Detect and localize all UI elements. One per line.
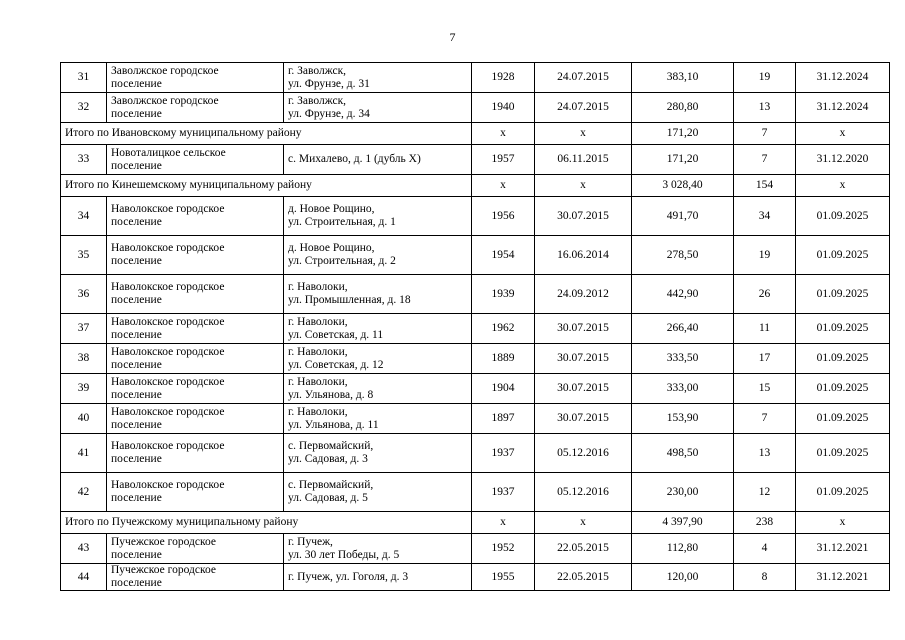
year-cell: 1889 <box>472 344 535 374</box>
address-line: ул. Советская, д. 12 <box>288 358 384 371</box>
residents-cell: 13 <box>734 434 796 473</box>
area-cell: 278,50 <box>632 236 734 275</box>
table-row <box>61 344 890 374</box>
address-line: г. Заволжск, <box>288 94 347 107</box>
table-row <box>61 145 890 175</box>
date-cell: 05.12.2016 <box>535 434 632 473</box>
settlement-cell <box>107 93 284 123</box>
residents-cell: 13 <box>734 93 796 123</box>
deadline-cell: 01.09.2025 <box>796 314 890 344</box>
row-number-cell: 39 <box>61 374 107 404</box>
row-number-cell: 42 <box>61 473 107 512</box>
address-line: д. Новое Рощино, <box>288 242 375 254</box>
deadline-cell: 01.09.2025 <box>796 275 890 314</box>
address-cell <box>284 93 472 123</box>
address-line: г. Заволжск, <box>288 64 347 77</box>
address-cell <box>284 564 472 591</box>
deadline-cell: х <box>796 512 890 534</box>
settlement-cell <box>107 564 284 591</box>
settlement-line: Заволжское городское <box>111 94 219 107</box>
year-cell: 1897 <box>472 404 535 434</box>
table-row <box>61 374 890 404</box>
settlement-line: Наволокское городское <box>111 479 225 491</box>
address-line: ул. Ульянова, д. 8 <box>288 388 374 401</box>
address-line: г. Пучеж, <box>288 535 333 548</box>
table-row <box>61 63 890 93</box>
date-cell: х <box>535 123 632 145</box>
settlement-line: Наволокское городское <box>111 440 225 452</box>
date-cell: 24.07.2015 <box>535 93 632 123</box>
date-cell: 30.07.2015 <box>535 197 632 236</box>
address-line: г. Наволоки, <box>288 345 348 358</box>
settlement-line: Наволокское городское <box>111 405 225 418</box>
page-number: 7 <box>449 30 456 44</box>
year-cell: 1956 <box>472 197 535 236</box>
row-number-cell: 35 <box>61 236 107 275</box>
address-cell <box>284 197 472 236</box>
date-cell: 06.11.2015 <box>535 145 632 175</box>
residents-cell: 15 <box>734 374 796 404</box>
settlement-line: поселение <box>111 492 162 504</box>
total-row <box>61 512 890 534</box>
address-cell <box>284 145 472 175</box>
area-cell: 333,50 <box>632 344 734 374</box>
row-number-cell: 44 <box>61 564 107 591</box>
total-label-cell: Итого по Кинешемскому муниципальному району <box>61 175 472 197</box>
date-cell: 22.05.2015 <box>535 564 632 591</box>
total-label-cell: Итого по Ивановскому муниципальному району <box>61 123 472 145</box>
settlement-line: Новоталицкое сельское <box>111 146 226 159</box>
settlement-line: поселение <box>111 159 162 172</box>
residents-cell: 12 <box>734 473 796 512</box>
row-number-cell: 36 <box>61 275 107 314</box>
area-cell: 383,10 <box>632 63 734 93</box>
address-line: ул. Фрунзе, д. 31 <box>288 77 370 90</box>
residents-cell: 34 <box>734 197 796 236</box>
settlement-line: поселение <box>111 453 162 465</box>
address-line: д. Новое Рощино, <box>288 203 375 215</box>
address-line: ул. Садовая, д. 3 <box>288 453 368 465</box>
area-cell: 4 397,90 <box>632 512 734 534</box>
date-cell: 30.07.2015 <box>535 404 632 434</box>
address-cell <box>284 236 472 275</box>
year-cell: 1939 <box>472 275 535 314</box>
area-cell: 120,00 <box>632 564 734 591</box>
settlement-line: поселение <box>111 418 162 431</box>
settlement-line: Наволокское городское <box>111 375 225 388</box>
residents-cell: 4 <box>734 534 796 564</box>
deadline-cell: х <box>796 123 890 145</box>
address-line: ул. Советская, д. 11 <box>288 328 384 341</box>
table-row <box>61 314 890 344</box>
address-cell <box>284 374 472 404</box>
area-cell: 498,50 <box>632 434 734 473</box>
residents-cell: 7 <box>734 123 796 145</box>
settlement-cell <box>107 236 284 275</box>
settlement-cell <box>107 275 284 314</box>
deadline-cell: 01.09.2025 <box>796 434 890 473</box>
residents-cell: 8 <box>734 564 796 591</box>
deadline-cell: 01.09.2025 <box>796 473 890 512</box>
area-cell: 266,40 <box>632 314 734 344</box>
year-cell: х <box>472 512 535 534</box>
settlement-line: поселение <box>111 388 162 401</box>
table-row <box>61 404 890 434</box>
address-line: ул. Фрунзе, д. 34 <box>288 107 370 120</box>
address-cell <box>284 63 472 93</box>
settlement-line: поселение <box>111 294 162 306</box>
row-number-cell: 32 <box>61 93 107 123</box>
table-row <box>61 564 890 591</box>
area-cell: 3 028,40 <box>632 175 734 197</box>
year-cell: 1962 <box>472 314 535 344</box>
table-row <box>61 93 890 123</box>
settlement-line: поселение <box>111 107 162 120</box>
year-cell: 1937 <box>472 473 535 512</box>
deadline-cell: 31.12.2021 <box>796 564 890 591</box>
deadline-cell: 01.09.2025 <box>796 197 890 236</box>
address-cell <box>284 434 472 473</box>
address-line: ул. Строительная, д. 2 <box>288 255 396 267</box>
row-number-cell: 38 <box>61 344 107 374</box>
address-cell <box>284 314 472 344</box>
settlement-line: Пучежское городское <box>111 564 216 576</box>
year-cell: 1940 <box>472 93 535 123</box>
residents-cell: 11 <box>734 314 796 344</box>
year-cell: х <box>472 123 535 145</box>
row-number-cell: 37 <box>61 314 107 344</box>
address-line: ул. Строительная, д. 1 <box>288 216 396 228</box>
row-number-cell: 31 <box>61 63 107 93</box>
year-cell: 1904 <box>472 374 535 404</box>
total-row <box>61 123 890 145</box>
deadline-cell: 31.12.2024 <box>796 63 890 93</box>
settlement-line: Наволокское городское <box>111 315 225 328</box>
settlement-cell <box>107 404 284 434</box>
residents-cell: 19 <box>734 63 796 93</box>
address-line: ул. Промышленная, д. 18 <box>288 294 411 306</box>
deadline-cell: 01.09.2025 <box>796 236 890 275</box>
settlement-line: поселение <box>111 577 162 589</box>
date-cell: 22.05.2015 <box>535 534 632 564</box>
settlement-line: Заволжское городское <box>111 64 219 77</box>
settlement-line: поселение <box>111 77 162 90</box>
settlement-line: Пучежское городское <box>111 535 216 548</box>
address-cell <box>284 534 472 564</box>
year-cell: 1937 <box>472 434 535 473</box>
address-line: ул. Ульянова, д. 11 <box>288 418 379 431</box>
settlement-line: поселение <box>111 548 162 561</box>
area-cell: 333,00 <box>632 374 734 404</box>
settlement-cell <box>107 63 284 93</box>
residents-cell: 17 <box>734 344 796 374</box>
settlement-line: Наволокское городское <box>111 242 225 254</box>
table-row <box>61 434 890 473</box>
table-row <box>61 236 890 275</box>
area-cell: 491,70 <box>632 197 734 236</box>
date-cell: 30.07.2015 <box>535 314 632 344</box>
settlement-line: поселение <box>111 255 162 267</box>
table-row <box>61 275 890 314</box>
row-number-cell: 34 <box>61 197 107 236</box>
address-line: с. Первомайский, <box>288 440 374 452</box>
settlement-line: Наволокское городское <box>111 281 225 293</box>
settlement-line: Наволокское городское <box>111 345 225 358</box>
year-cell: 1955 <box>472 564 535 591</box>
address-line: с. Первомайский, <box>288 479 374 491</box>
row-number-cell: 33 <box>61 145 107 175</box>
area-cell: 153,90 <box>632 404 734 434</box>
address-line: г. Наволоки, <box>288 405 348 418</box>
settlement-cell <box>107 145 284 175</box>
year-cell: х <box>472 175 535 197</box>
address-cell <box>284 473 472 512</box>
deadline-cell: 01.09.2025 <box>796 404 890 434</box>
row-number-cell: 40 <box>61 404 107 434</box>
address-line: г. Наволоки, <box>288 315 348 328</box>
date-cell: 30.07.2015 <box>535 374 632 404</box>
settlement-cell <box>107 197 284 236</box>
year-cell: 1928 <box>472 63 535 93</box>
deadline-cell: 31.12.2021 <box>796 534 890 564</box>
settlement-line: поселение <box>111 328 162 341</box>
area-cell: 280,80 <box>632 93 734 123</box>
date-cell: 30.07.2015 <box>535 344 632 374</box>
address-line: г. Наволоки, <box>288 375 348 388</box>
deadline-cell: 01.09.2025 <box>796 344 890 374</box>
table-row <box>61 197 890 236</box>
settlement-cell <box>107 314 284 344</box>
row-number-cell: 43 <box>61 534 107 564</box>
area-cell: 171,20 <box>632 123 734 145</box>
address-cell <box>284 275 472 314</box>
residents-cell: 7 <box>734 145 796 175</box>
settlement-line: поселение <box>111 216 162 228</box>
housing-registry-table <box>60 62 890 591</box>
residents-cell: 19 <box>734 236 796 275</box>
address-cell <box>284 404 472 434</box>
date-cell: 24.07.2015 <box>535 63 632 93</box>
year-cell: 1952 <box>472 534 535 564</box>
date-cell: 24.09.2012 <box>535 275 632 314</box>
row-number-cell: 41 <box>61 434 107 473</box>
deadline-cell: 01.09.2025 <box>796 374 890 404</box>
residents-cell: 238 <box>734 512 796 534</box>
settlement-cell <box>107 374 284 404</box>
address-line: г. Пучеж, ул. Гоголя, д. 3 <box>288 570 409 583</box>
settlement-line: поселение <box>111 358 162 371</box>
area-cell: 442,90 <box>632 275 734 314</box>
address-line: с. Михалево, д. 1 (дубль Х) <box>288 153 421 165</box>
table-row <box>61 473 890 512</box>
table-body <box>61 63 890 591</box>
year-cell: 1954 <box>472 236 535 275</box>
date-cell: 16.06.2014 <box>535 236 632 275</box>
residents-cell: 26 <box>734 275 796 314</box>
table-row <box>61 534 890 564</box>
deadline-cell: х <box>796 175 890 197</box>
date-cell: х <box>535 512 632 534</box>
address-line: г. Наволоки, <box>288 281 348 293</box>
date-cell: х <box>535 175 632 197</box>
address-line: ул. 30 лет Победы, д. 5 <box>288 548 400 561</box>
settlement-cell <box>107 434 284 473</box>
year-cell: 1957 <box>472 145 535 175</box>
area-cell: 230,00 <box>632 473 734 512</box>
settlement-cell <box>107 473 284 512</box>
area-cell: 112,80 <box>632 534 734 564</box>
settlement-line: Наволокское городское <box>111 203 225 215</box>
deadline-cell: 31.12.2020 <box>796 145 890 175</box>
address-line: ул. Садовая, д. 5 <box>288 492 368 504</box>
settlement-cell <box>107 534 284 564</box>
residents-cell: 7 <box>734 404 796 434</box>
area-cell: 171,20 <box>632 145 734 175</box>
address-cell <box>284 344 472 374</box>
residents-cell: 154 <box>734 175 796 197</box>
settlement-cell <box>107 344 284 374</box>
date-cell: 05.12.2016 <box>535 473 632 512</box>
deadline-cell: 31.12.2024 <box>796 93 890 123</box>
total-row <box>61 175 890 197</box>
total-label-cell: Итого по Пучежскому муниципальному району <box>61 512 472 534</box>
